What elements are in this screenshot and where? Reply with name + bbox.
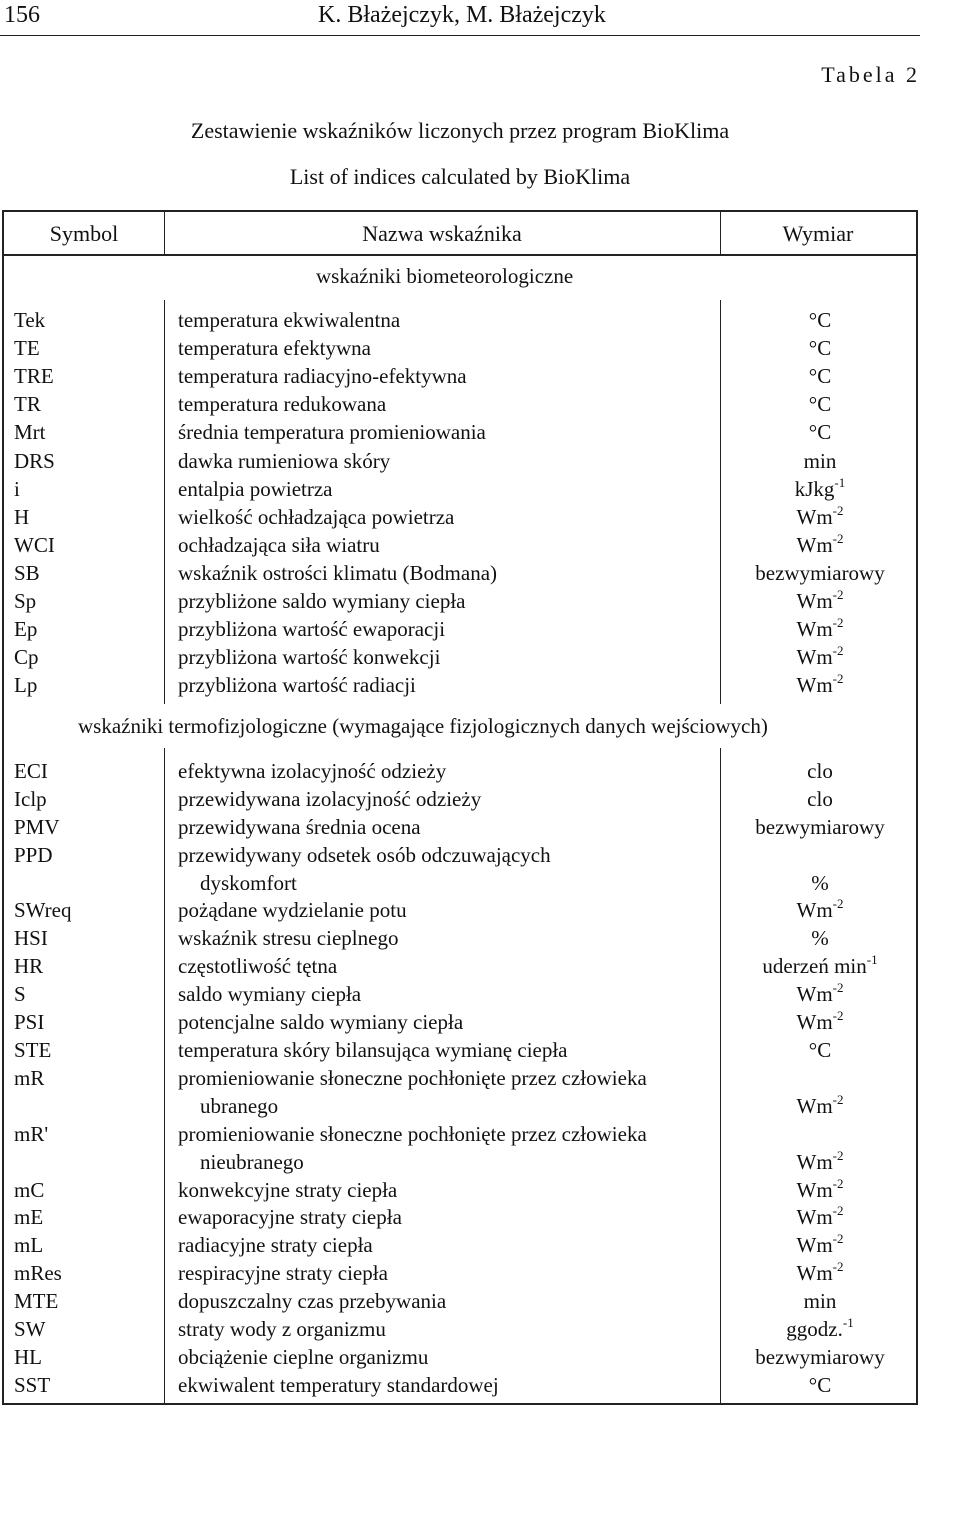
unit-cell xyxy=(724,1008,916,1036)
unit-cell xyxy=(724,813,916,841)
table-left-border xyxy=(2,210,4,1404)
page-number: 156 xyxy=(4,2,40,28)
unit-cell xyxy=(724,1203,916,1231)
unit-text: min xyxy=(803,449,837,473)
unit-text: °C xyxy=(808,1038,832,1062)
symbol-cell: i xyxy=(14,477,20,501)
symbol-cell: PPD xyxy=(14,843,53,867)
symbol-cell: Tek xyxy=(14,308,46,332)
unit-cell xyxy=(724,869,916,897)
symbol-cell: TE xyxy=(14,336,40,360)
unit-exponent: -1 xyxy=(866,952,878,967)
unit-exponent: -2 xyxy=(832,1259,844,1274)
unit-exponent: -1 xyxy=(834,475,846,490)
symbol-cell: HSI xyxy=(14,926,48,950)
unit-cell xyxy=(724,671,916,699)
symbol-cell: PMV xyxy=(14,815,60,839)
running-title: K. Błażejczyk, M. Błażejczyk xyxy=(318,2,606,28)
table-bottom-border xyxy=(2,1403,918,1405)
column-divider-1-thermo xyxy=(164,748,165,1404)
section-heading-thermophysiological: wskaźniki termofizjologiczne (wymagające fizjologicznych danych wejściowych) xyxy=(78,714,768,738)
name-cell: wskaźnik stresu cieplnego xyxy=(178,926,399,950)
name-cell: entalpia powietrza xyxy=(178,477,333,501)
symbol-cell: MTE xyxy=(14,1289,59,1313)
name-cell: promieniowanie słoneczne pochłonięte przez człowieka xyxy=(178,1122,647,1146)
unit-text: Wm xyxy=(796,589,833,613)
unit-exponent: -1 xyxy=(842,1315,854,1330)
unit-cell xyxy=(724,757,916,785)
unit-cell xyxy=(724,390,916,418)
unit-cell xyxy=(724,924,916,952)
unit-exponent: -2 xyxy=(832,503,844,518)
name-cell-continuation: dyskomfort xyxy=(200,871,297,895)
name-cell: przybliżona wartość radiacji xyxy=(178,673,416,697)
name-cell: ewaporacyjne straty ciepła xyxy=(178,1205,402,1229)
name-cell: respiracyjne straty ciepła xyxy=(178,1261,388,1285)
symbol-cell: Cp xyxy=(14,645,39,669)
unit-text: clo xyxy=(807,787,833,811)
unit-text: Wm xyxy=(796,1150,833,1174)
unit-text: °C xyxy=(808,420,832,444)
symbol-cell: HR xyxy=(14,954,44,978)
unit-exponent: -2 xyxy=(832,615,844,630)
symbol-cell: mR xyxy=(14,1066,45,1090)
name-cell: dopuszczalny czas przebywania xyxy=(178,1289,447,1313)
unit-cell xyxy=(724,1231,916,1259)
unit-text: Wm xyxy=(796,617,833,641)
unit-exponent: -2 xyxy=(832,1092,844,1107)
unit-cell xyxy=(724,306,916,334)
unit-text: Wm xyxy=(796,673,833,697)
name-cell: średnia temperatura promieniowania xyxy=(178,420,486,444)
unit-cell xyxy=(724,785,916,813)
symbol-cell: SST xyxy=(14,1373,51,1397)
unit-text: Wm xyxy=(796,1094,833,1118)
symbol-cell: mC xyxy=(14,1178,45,1202)
symbol-cell: H xyxy=(14,505,30,529)
unit-exponent: -2 xyxy=(832,1176,844,1191)
symbol-cell: HL xyxy=(14,1345,42,1369)
name-cell: konwekcyjne straty ciepła xyxy=(178,1178,398,1202)
unit-exponent: -2 xyxy=(832,587,844,602)
unit-cell xyxy=(724,531,916,559)
unit-cell xyxy=(724,980,916,1008)
unit-text: uderzeń min xyxy=(762,954,867,978)
name-cell-continuation: ubranego xyxy=(200,1094,279,1118)
unit-text: Wm xyxy=(796,505,833,529)
table-top-border xyxy=(2,210,918,212)
section-heading-biometeorological: wskaźniki biometeorologiczne xyxy=(316,264,574,288)
column-divider-2-thermo xyxy=(720,748,721,1404)
name-cell: temperatura redukowana xyxy=(178,392,387,416)
column-header-unit: Wymiar xyxy=(782,221,854,246)
header-rule xyxy=(0,35,920,36)
unit-cell xyxy=(724,1036,916,1064)
column-header-symbol: Symbol xyxy=(49,221,119,246)
unit-text: Wm xyxy=(796,1205,833,1229)
unit-cell xyxy=(724,503,916,531)
unit-text: Wm xyxy=(796,533,833,557)
symbol-cell: mRes xyxy=(14,1261,62,1285)
name-cell: wskaźnik ostrości klimatu (Bodmana) xyxy=(178,561,498,585)
unit-exponent: -2 xyxy=(832,1008,844,1023)
unit-text: clo xyxy=(807,759,833,783)
unit-cell xyxy=(724,1148,916,1176)
unit-text: °C xyxy=(808,1373,832,1397)
unit-text: bezwymiarowy xyxy=(755,561,885,585)
unit-cell xyxy=(724,1092,916,1120)
symbol-cell: TRE xyxy=(14,364,54,388)
unit-cell xyxy=(724,1287,916,1315)
name-cell: temperatura skóry bilansująca wymianę ciepła xyxy=(178,1038,568,1062)
column-header-name: Nazwa wskaźnika xyxy=(362,221,522,246)
symbol-cell: mE xyxy=(14,1205,44,1229)
symbol-cell: SB xyxy=(14,561,40,585)
column-divider-1-bio xyxy=(164,300,165,704)
table-right-border xyxy=(916,210,918,1404)
unit-cell xyxy=(724,1259,916,1287)
name-cell: efektywna izolacyjność odzieży xyxy=(178,759,447,783)
unit-text: min xyxy=(803,1289,837,1313)
symbol-cell: TR xyxy=(14,392,41,416)
unit-cell xyxy=(724,896,916,924)
unit-exponent: -2 xyxy=(832,1203,844,1218)
unit-exponent: -2 xyxy=(832,1231,844,1246)
unit-text: °C xyxy=(808,336,832,360)
unit-cell xyxy=(724,1176,916,1204)
symbol-cell: DRS xyxy=(14,449,55,473)
unit-text: °C xyxy=(808,308,832,332)
unit-cell xyxy=(724,447,916,475)
table-label: Tabela 2 xyxy=(821,62,920,87)
name-cell: straty wody z organizmu xyxy=(178,1317,386,1341)
unit-cell xyxy=(724,475,916,503)
name-cell: temperatura radiacyjno-efektywna xyxy=(178,364,467,388)
unit-cell xyxy=(724,1371,916,1399)
unit-exponent: -2 xyxy=(832,1148,844,1163)
unit-text: Wm xyxy=(796,982,833,1006)
symbol-cell: S xyxy=(14,982,26,1006)
unit-text: bezwymiarowy xyxy=(755,815,885,839)
name-cell: przybliżona wartość konwekcji xyxy=(178,645,441,669)
unit-text: Wm xyxy=(796,1261,833,1285)
symbol-cell: Lp xyxy=(14,673,38,697)
name-cell: częstotliwość tętna xyxy=(178,954,338,978)
unit-text: Wm xyxy=(796,1233,833,1257)
name-cell: dawka rumieniowa skóry xyxy=(178,449,391,473)
name-cell: przewidywany odsetek osób odczuwających xyxy=(178,843,551,867)
name-cell: ekwiwalent temperatury standardowej xyxy=(178,1373,499,1397)
name-cell: przybliżona wartość ewaporacji xyxy=(178,617,446,641)
symbol-cell: Mrt xyxy=(14,420,46,444)
unit-text: Wm xyxy=(796,645,833,669)
name-cell: radiacyjne straty ciepła xyxy=(178,1233,373,1257)
caption-polish: Zestawienie wskaźników liczonych przez program BioKlima xyxy=(190,118,730,143)
unit-text: kJkg xyxy=(794,477,835,501)
unit-exponent: -2 xyxy=(832,671,844,686)
name-cell: przewidywana izolacyjność odzieży xyxy=(178,787,482,811)
name-cell: przybliżone saldo wymiany ciepła xyxy=(178,589,466,613)
name-cell: temperatura efektywna xyxy=(178,336,371,360)
unit-text: Wm xyxy=(796,1178,833,1202)
name-cell: obciążenie cieplne organizmu xyxy=(178,1345,429,1369)
symbol-cell: WCI xyxy=(14,533,55,557)
name-cell: pożądane wydzielanie potu xyxy=(178,898,407,922)
unit-cell xyxy=(724,643,916,671)
caption-english: List of indices calculated by BioKlima xyxy=(289,164,631,189)
name-cell: temperatura ekwiwalentna xyxy=(178,308,401,332)
symbol-cell: PSI xyxy=(14,1010,45,1034)
column-divider-2-bio xyxy=(720,300,721,704)
unit-text: % xyxy=(811,926,829,950)
symbol-cell: Sp xyxy=(14,589,37,613)
symbol-cell: mR' xyxy=(14,1122,49,1146)
name-cell-continuation: nieubranego xyxy=(200,1150,304,1174)
unit-cell xyxy=(724,1343,916,1371)
unit-cell xyxy=(724,559,916,587)
unit-text: °C xyxy=(808,392,832,416)
unit-cell xyxy=(724,334,916,362)
unit-text: bezwymiarowy xyxy=(755,1345,885,1369)
symbol-cell: SWreq xyxy=(14,898,72,922)
name-cell: ochładzająca siła wiatru xyxy=(178,533,380,557)
unit-cell xyxy=(724,952,916,980)
unit-exponent: -2 xyxy=(832,896,844,911)
symbol-cell: SW xyxy=(14,1317,46,1341)
unit-cell xyxy=(724,362,916,390)
name-cell: wielkość ochładzająca powietrza xyxy=(178,505,455,529)
unit-text: ggodz. xyxy=(786,1317,843,1341)
unit-exponent: -2 xyxy=(832,643,844,658)
symbol-cell: STE xyxy=(14,1038,52,1062)
unit-cell xyxy=(724,615,916,643)
symbol-cell: Iclp xyxy=(14,787,47,811)
unit-cell xyxy=(724,587,916,615)
name-cell: promieniowanie słoneczne pochłonięte przez człowieka xyxy=(178,1066,647,1090)
unit-exponent: -2 xyxy=(832,980,844,995)
unit-text: °C xyxy=(808,364,832,388)
header-bottom-border xyxy=(2,254,918,256)
symbol-cell: mL xyxy=(14,1233,44,1257)
unit-cell xyxy=(724,1315,916,1343)
unit-text: Wm xyxy=(796,898,833,922)
unit-cell xyxy=(724,418,916,446)
name-cell: potencjalne saldo wymiany ciepła xyxy=(178,1010,464,1034)
unit-text: % xyxy=(811,871,829,895)
name-cell: saldo wymiany ciepła xyxy=(178,982,362,1006)
symbol-cell: ECI xyxy=(14,759,48,783)
unit-text: Wm xyxy=(796,1010,833,1034)
unit-exponent: -2 xyxy=(832,531,844,546)
symbol-cell: Ep xyxy=(14,617,38,641)
name-cell: przewidywana średnia ocena xyxy=(178,815,421,839)
